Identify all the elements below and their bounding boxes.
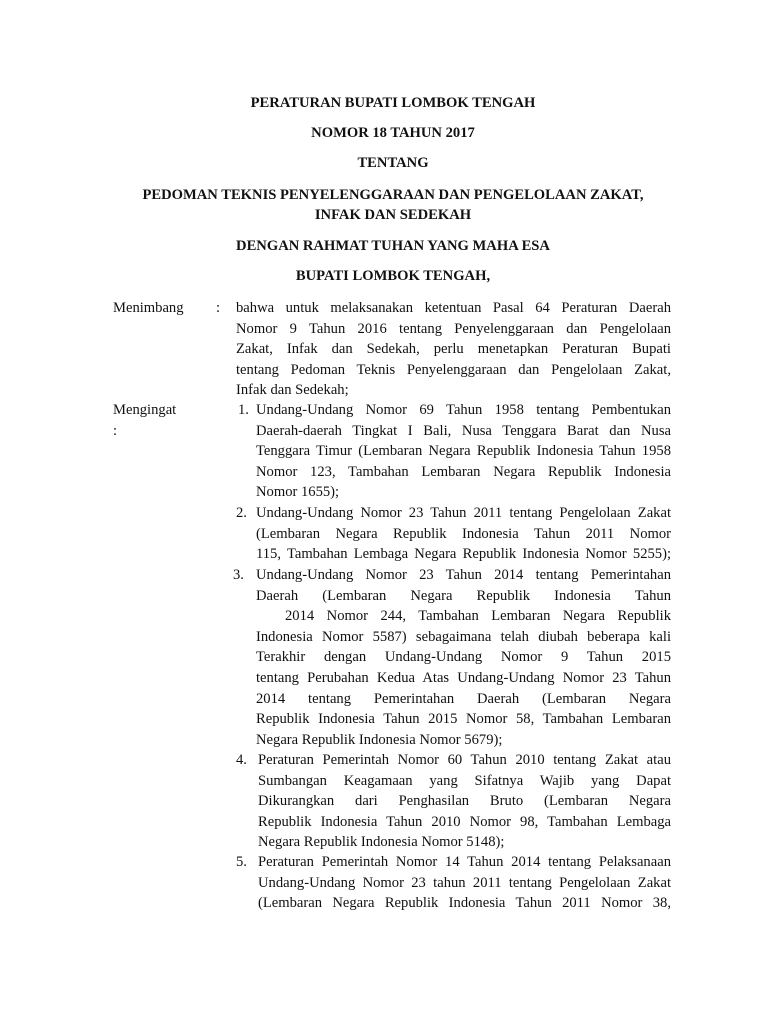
text-line: Nomor 123, Tambahan Lembaran Negara Republik Indonesia — [256, 463, 671, 480]
subject-title-line-2: INFAK DAN SEDEKAH — [314, 207, 472, 223]
item-number: 1. — [238, 402, 249, 418]
text-line: Republik Indonesia Tahun 2010 Nomor 98, Tambahan Lembaga — [258, 813, 671, 830]
text-line: Sumbangan Keagamaan yang Sifatnya Wajib yang Dapat — [258, 772, 671, 789]
text-line: tentang Pedoman Teknis Penyelenggaraan dan Pengelolaan Zakat, — [236, 361, 671, 378]
item-number: 2. — [236, 505, 247, 521]
regulation-number: NOMOR 18 TAHUN 2017 — [311, 125, 475, 141]
text-line: Undang-Undang Nomor 23 Tahun 2011 tentang Pengelolaan Zakat — [256, 505, 671, 521]
menimbang-label: Menimbang — [113, 300, 184, 316]
item-text — [256, 400, 671, 503]
mengingat-colon: : — [113, 423, 118, 439]
text-line: bahwa untuk melaksanakan ketentuan Pasal 64 Peraturan Daerah — [236, 300, 671, 316]
item-number: 5. — [236, 854, 247, 870]
text-line: Undang-Undang Nomor 23 Tahun 2014 tentang Pemerintahan — [256, 567, 671, 583]
text-line: (Lembaran Negara Republik Indonesia Tahun 2011 Nomor 38, — [258, 895, 671, 912]
text-line: Infak dan Sedekah; — [236, 382, 349, 399]
tentang-heading: TENTANG — [357, 155, 429, 171]
text-line: (Lembaran Negara Republik Indonesia Tahun 2011 Nomor — [256, 525, 671, 542]
item-text — [256, 503, 671, 565]
text-line: tentang Perubahan Kedua Atas Undang-Undang Nomor 23 Tahun — [256, 669, 671, 686]
text-line: Undang-Undang Nomor 69 Tahun 1958 tentang Pembentukan — [256, 402, 671, 418]
item-text — [258, 750, 671, 853]
text-line: Republik Indonesia Tahun 2015 Nomor 58, Tambahan Lembaran — [256, 711, 671, 728]
regulation-title: PERATURAN BUPATI LOMBOK TENGAH — [250, 95, 536, 111]
text-line: Nomor 1655); — [256, 484, 340, 501]
menimbang-colon: : — [216, 300, 221, 316]
subject-title-line-1: PEDOMAN TEKNIS PENYELENGGARAAN DAN PENGELOLAAN ZAKAT, — [142, 187, 644, 203]
text-line: Daerah (Lembaran Negara Republik Indonesia Tahun — [256, 587, 671, 604]
text-line: Daerah-daerah Tingkat I Bali, Nusa Tenggara Barat dan Nusa — [256, 422, 671, 439]
text-line: Negara Republik Indonesia Nomor 5148); — [258, 834, 505, 851]
item-number: 3. — [233, 567, 244, 583]
text-line: Dikurangkan dari Penghasilan Bruto (Lembaran Negara — [258, 793, 671, 810]
item-text — [256, 565, 671, 750]
text-line: Negara Republik Indonesia Nomor 5679); — [256, 731, 503, 748]
text-line: Peraturan Pemerintah Nomor 60 Tahun 2010 tentang Zakat atau — [258, 752, 671, 768]
text-line: Zakat, Infak dan Sedekah, perlu menetapkan Peraturan Bupati — [236, 341, 671, 358]
bupati-heading: BUPATI LOMBOK TENGAH, — [295, 268, 491, 284]
item-text — [258, 852, 671, 914]
item-number: 4. — [236, 752, 247, 768]
mengingat-label: Mengingat — [113, 402, 177, 418]
text-line: Peraturan Pemerintah Nomor 14 Tahun 2014 tentang Pelaksanaan — [258, 854, 671, 870]
text-line: 115, Tambahan Lembaga Negara Republik Indonesia Nomor 5255); — [256, 546, 671, 563]
text-line: 2014 tentang Pemerintahan Daerah (Lembaran Negara — [256, 690, 671, 707]
text-line: Nomor 9 Tahun 2016 tentang Penyelenggaraan dan Pengelolaan — [236, 320, 671, 337]
text-line: Terakhir dengan Undang-Undang Nomor 9 Tahun 2015 — [256, 649, 671, 666]
text-line: 2014 Nomor 244, Tambahan Lembaran Negara Republik — [285, 608, 671, 625]
text-line: Tenggara Timur (Lembaran Negara Republik Indonesia Tahun 1958 — [256, 443, 671, 460]
menimbang-paragraph — [236, 298, 671, 401]
text-line: Indonesia Nomor 5587) sebagaimana telah diubah beberapa kali — [256, 628, 671, 645]
text-line: Undang-Undang Nomor 23 tahun 2011 tentang Pengelolaan Zakat — [258, 874, 671, 891]
rahmat-heading: DENGAN RAHMAT TUHAN YANG MAHA ESA — [236, 238, 550, 254]
